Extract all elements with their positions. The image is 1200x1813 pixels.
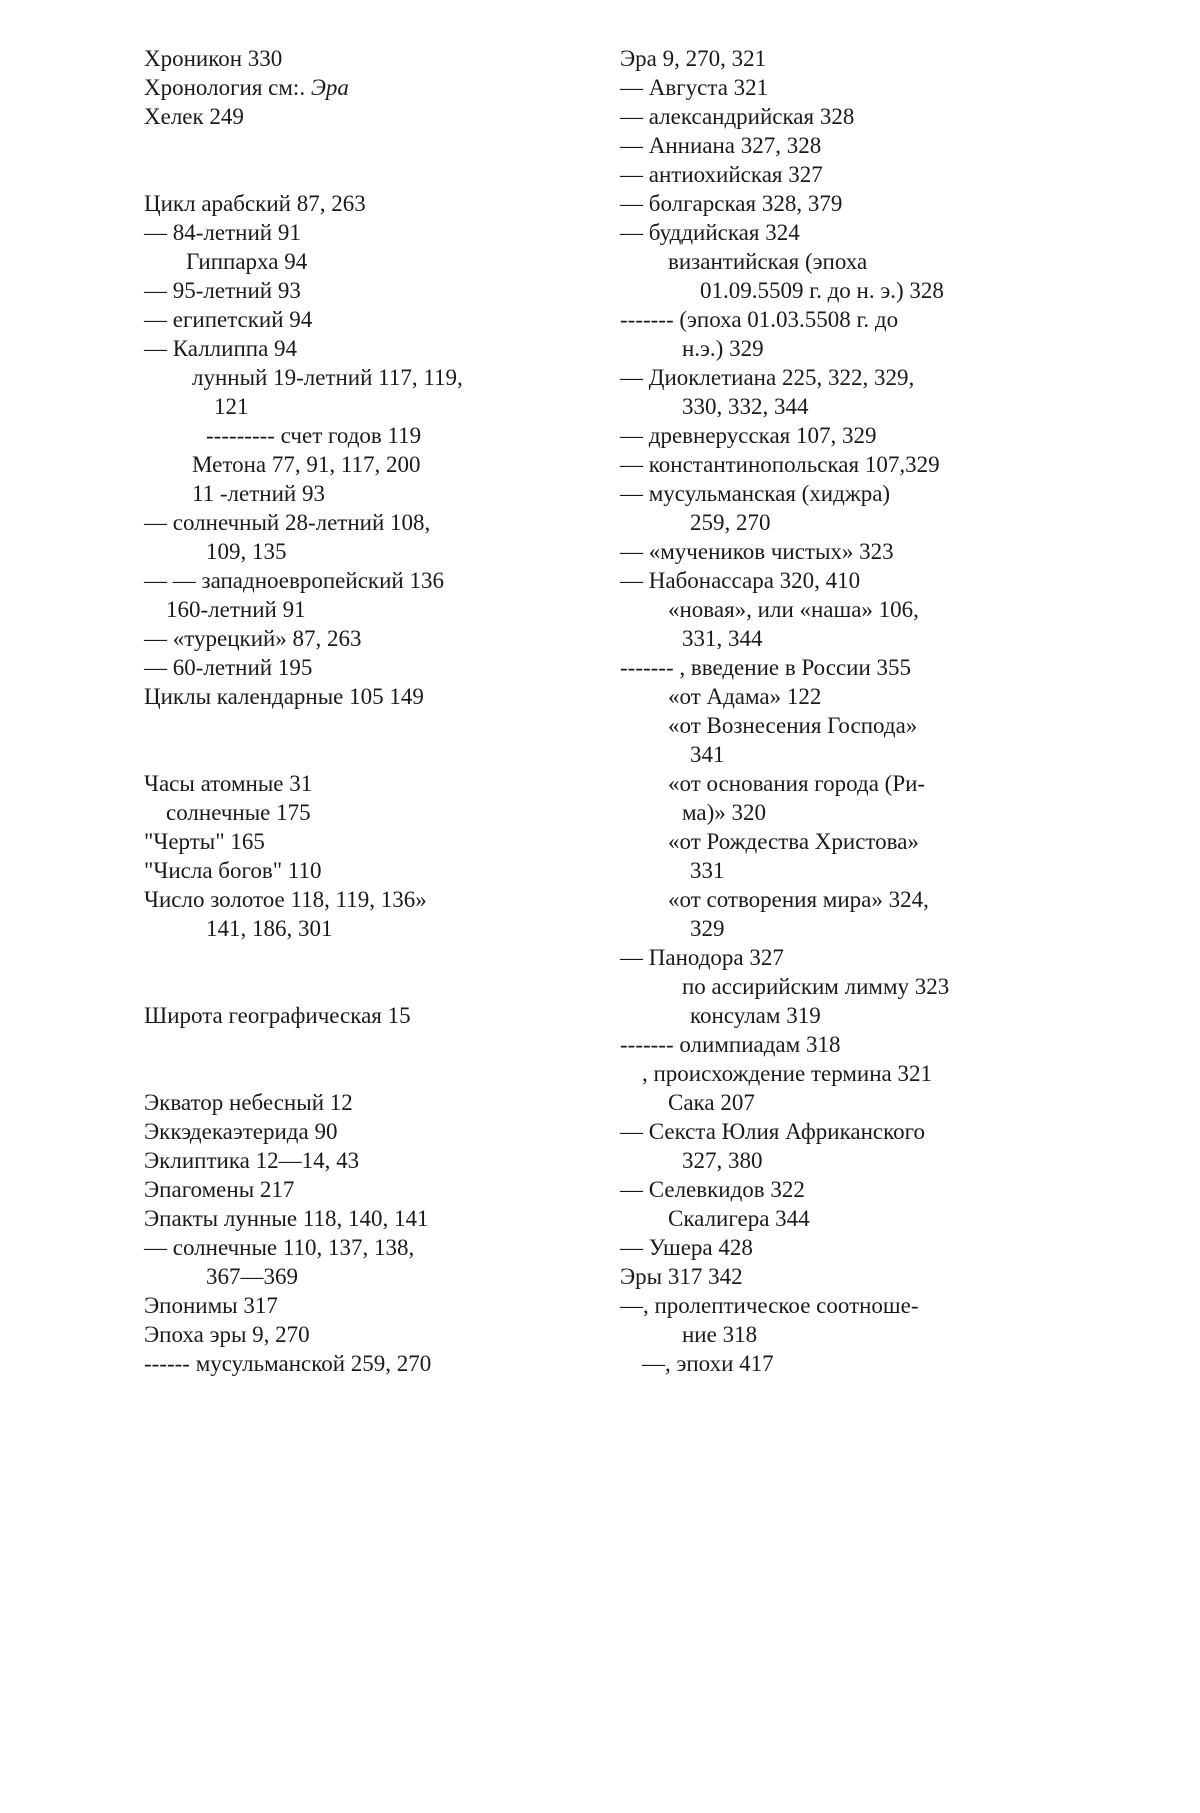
index-entry-text: 331, 344 xyxy=(682,626,763,651)
index-entry-text: — Набонассара 320, 410 xyxy=(620,568,861,593)
index-entry xyxy=(620,44,1090,73)
index-entry xyxy=(620,363,1090,392)
index-entry-text: Эпагомены 217 xyxy=(144,1177,295,1202)
index-entry-text: 121 xyxy=(214,394,249,419)
index-entry-text: 141, 186, 301 xyxy=(206,916,333,941)
index-entry-text: ------ мусульманской 259, 270 xyxy=(144,1351,432,1376)
index-entry-text: Цикл арабский 87, 263 xyxy=(144,191,366,216)
index-entry xyxy=(620,421,1090,450)
index-entry-text: по ассирийским лимму 323 xyxy=(682,974,950,999)
entry-gap xyxy=(144,972,564,1001)
index-entry-text: 341 xyxy=(690,742,725,767)
index-entry-text: — древнерусская 107, 329 xyxy=(620,423,877,448)
index-entry-text: — болгарская 328, 379 xyxy=(620,191,843,216)
index-entry-text: Эпоха эры 9, 270 xyxy=(144,1322,310,1347)
index-entry-text: Экватор небесный 12 xyxy=(144,1090,353,1115)
index-entry-text: Метона 77, 91, 117, 200 xyxy=(192,452,421,477)
index-entry-text: Часы атомные 31 xyxy=(144,771,313,796)
index-entry-text: — мусульманская (хиджра) xyxy=(620,481,891,506)
index-entry-text: Эра 9, 270, 321 xyxy=(620,46,767,71)
index-entry xyxy=(144,421,564,450)
index-entry xyxy=(620,131,1090,160)
index-entry-crossref: Эра xyxy=(310,75,349,100)
index-entry xyxy=(620,653,1090,682)
index-entry-text: —, пролептическое соотноше- xyxy=(620,1293,919,1318)
index-entry xyxy=(620,305,1090,334)
index-entry-text: «от Вознесения Господа» xyxy=(668,713,918,738)
index-entry xyxy=(144,1320,564,1349)
index-entry xyxy=(620,247,1090,276)
index-entry xyxy=(144,73,564,102)
index-entry xyxy=(620,1291,1090,1320)
index-entry-text: Эклиптика 12—14, 43 xyxy=(144,1148,360,1173)
index-entry xyxy=(620,1001,1090,1030)
index-entry xyxy=(144,363,564,392)
index-entry-text: — Августа 321 xyxy=(620,75,769,100)
index-entry-text: — Каллиппа 94 xyxy=(144,336,298,361)
index-entry xyxy=(620,798,1090,827)
index-entry xyxy=(144,1146,564,1175)
index-entry xyxy=(144,1175,564,1204)
index-entry-text: н.э.) 329 xyxy=(682,336,764,361)
index-entry xyxy=(144,885,564,914)
index-entry xyxy=(620,1146,1090,1175)
index-entry xyxy=(620,1059,1090,1088)
index-entry xyxy=(144,1233,564,1262)
index-entry-text: Циклы календарные 105 149 xyxy=(144,684,424,709)
index-entry xyxy=(144,1349,564,1378)
index-entry xyxy=(620,102,1090,131)
index-entry xyxy=(620,73,1090,102)
index-entry xyxy=(620,1262,1090,1291)
index-entry-text: Число золотое 118, 119, 136» xyxy=(144,887,427,912)
index-entry xyxy=(620,1233,1090,1262)
index-entry xyxy=(620,1117,1090,1146)
index-entry-text: византийская (эпоха xyxy=(668,249,868,274)
index-entry xyxy=(144,450,564,479)
index-entry xyxy=(144,682,564,711)
index-entry-text: Сака 207 xyxy=(668,1090,755,1115)
index-entry xyxy=(620,769,1090,798)
index-entry xyxy=(144,653,564,682)
index-entry-text: 01.09.5509 г. до н. э.) 328 xyxy=(700,278,944,303)
index-entry-text: Эпонимы 317 xyxy=(144,1293,278,1318)
index-entry xyxy=(144,44,564,73)
index-entry-text: Эккэдекаэтерида 90 xyxy=(144,1119,338,1144)
index-entry-text: «новая», или «наша» 106, xyxy=(668,597,919,622)
index-entry xyxy=(144,189,564,218)
index-entry-text: ------- (эпоха 01.03.5508 г. до xyxy=(620,307,899,332)
index-column-right xyxy=(620,44,1090,1378)
index-entry-text: — Секста Юлия Африканского xyxy=(620,1119,925,1144)
index-entry xyxy=(144,1291,564,1320)
index-entry-text: — Диоклетиана 225, 322, 329, xyxy=(620,365,915,390)
index-entry xyxy=(144,856,564,885)
entry-gap xyxy=(144,1059,564,1088)
index-entry-text: --------- счет годов 119 xyxy=(206,423,422,448)
index-entry-text: "Числа богов" 110 xyxy=(144,858,322,883)
index-entry-text: Хелек 249 xyxy=(144,104,244,129)
index-entry xyxy=(144,508,564,537)
index-entry xyxy=(620,1088,1090,1117)
index-entry-text: 329 xyxy=(690,916,725,941)
entry-gap xyxy=(144,1030,564,1059)
index-entry xyxy=(620,479,1090,508)
index-entry xyxy=(620,740,1090,769)
index-entry-text: — Ушера 428 xyxy=(620,1235,753,1260)
index-entry xyxy=(620,392,1090,421)
index-entry-text: — 60-летний 195 xyxy=(144,655,313,680)
index-entry xyxy=(620,595,1090,624)
index-entry xyxy=(144,102,564,131)
index-entry xyxy=(144,1088,564,1117)
entry-gap xyxy=(144,943,564,972)
index-entry xyxy=(620,1349,1090,1378)
index-entry-text: ------- , введение в России 355 xyxy=(620,655,912,680)
index-entry xyxy=(620,1030,1090,1059)
index-entry-text: — александрийская 328 xyxy=(620,104,855,129)
index-entry-text: «от сотворения мира» 324, xyxy=(668,887,929,912)
index-entry xyxy=(144,276,564,305)
index-entry-text: — солнечный 28-летний 108, xyxy=(144,510,431,535)
index-entry-text: ------- олимпиадам 318 xyxy=(620,1032,841,1057)
index-entry xyxy=(144,566,564,595)
index-entry xyxy=(144,247,564,276)
index-column-left xyxy=(144,44,564,1378)
index-entry-text: — антиохийская 327 xyxy=(620,162,823,187)
index-entry-text: «от Адама» 122 xyxy=(668,684,822,709)
index-entry-text: 259, 270 xyxy=(690,510,771,535)
index-entry xyxy=(144,537,564,566)
index-entry-text: 109, 135 xyxy=(206,539,287,564)
index-entry-text: Скалигера 344 xyxy=(668,1206,810,1231)
index-entry xyxy=(144,798,564,827)
entry-gap xyxy=(144,160,564,189)
index-entry xyxy=(620,1320,1090,1349)
index-entry xyxy=(620,711,1090,740)
index-entry xyxy=(620,537,1090,566)
index-entry-text: Хроникон 330 xyxy=(144,46,283,71)
index-entry xyxy=(620,914,1090,943)
index-entry-text: — «турецкий» 87, 263 xyxy=(144,626,362,651)
index-entry xyxy=(620,218,1090,247)
index-entry xyxy=(144,914,564,943)
index-entry-text: ние 318 xyxy=(682,1322,758,1347)
index-entry xyxy=(144,479,564,508)
index-entry xyxy=(620,566,1090,595)
index-entry xyxy=(620,682,1090,711)
index-entry-text: — 95-летний 93 xyxy=(144,278,301,303)
index-entry xyxy=(620,972,1090,1001)
entry-gap xyxy=(144,711,564,740)
index-entry xyxy=(620,885,1090,914)
index-entry-text: 327, 380 xyxy=(682,1148,763,1173)
index-entry-text: 11 -летний 93 xyxy=(192,481,325,506)
index-entry-text: — — западноевропейский 136 xyxy=(144,568,444,593)
index-entry-text: 160-летний 91 xyxy=(166,597,306,622)
index-entry xyxy=(144,305,564,334)
index-entry-text: — «мучеников чистых» 323 xyxy=(620,539,894,564)
entry-gap xyxy=(144,740,564,769)
index-entry-text: «от основания города (Ри- xyxy=(668,771,926,796)
index-entry-text: Хронология см:. xyxy=(144,75,311,100)
index-entry-text: Широта географическая 15 xyxy=(144,1003,411,1028)
index-entry xyxy=(620,160,1090,189)
index-entry-text: , происхождение термина 321 xyxy=(642,1061,932,1086)
index-entry xyxy=(620,827,1090,856)
index-entry-text: Эпакты лунные 118, 140, 141 xyxy=(144,1206,429,1231)
index-entry-text: — солнечные 110, 137, 138, xyxy=(144,1235,415,1260)
index-entry-text: — Панодора 327 xyxy=(620,945,784,970)
index-entry xyxy=(620,334,1090,363)
index-entry xyxy=(144,595,564,624)
index-entry xyxy=(620,1204,1090,1233)
index-entry-text: Гиппарха 94 xyxy=(186,249,308,274)
index-entry xyxy=(144,1262,564,1291)
index-entry xyxy=(620,276,1090,305)
index-entry xyxy=(144,218,564,247)
index-entry xyxy=(144,827,564,856)
index-entry xyxy=(144,392,564,421)
index-entry-text: "Черты" 165 xyxy=(144,829,265,854)
index-entry xyxy=(620,450,1090,479)
index-entry xyxy=(144,624,564,653)
index-entry xyxy=(144,334,564,363)
index-entry xyxy=(620,856,1090,885)
index-entry-text: 367—369 xyxy=(206,1264,298,1289)
index-entry-text: — 84-летний 91 xyxy=(144,220,301,245)
index-entry-text: лунный 19-летний 117, 119, xyxy=(192,365,463,390)
index-entry-text: — константинопольская 107,329 xyxy=(620,452,940,477)
index-entry-text: — буддийская 324 xyxy=(620,220,800,245)
index-entry-text: 331 xyxy=(690,858,725,883)
index-entry xyxy=(144,1204,564,1233)
entry-gap xyxy=(144,131,564,160)
index-entry-text: ма)» 320 xyxy=(682,800,767,825)
index-entry-text: — Анниана 327, 328 xyxy=(620,133,822,158)
index-entry xyxy=(144,769,564,798)
index-entry xyxy=(144,1117,564,1146)
index-entry xyxy=(144,1001,564,1030)
index-entry xyxy=(620,508,1090,537)
index-entry xyxy=(620,189,1090,218)
index-entry-text: 330, 332, 344 xyxy=(682,394,809,419)
index-entry xyxy=(620,943,1090,972)
index-entry xyxy=(620,624,1090,653)
index-entry-text: — Селевкидов 322 xyxy=(620,1177,805,1202)
index-entry-text: консулам 319 xyxy=(690,1003,821,1028)
index-entry-text: солнечные 175 xyxy=(166,800,311,825)
index-entry xyxy=(620,1175,1090,1204)
index-entry-text: Эры 317 342 xyxy=(620,1264,743,1289)
index-entry-text: «от Рождества Христова» xyxy=(668,829,919,854)
index-entry-text: —, эпохи 417 xyxy=(642,1351,774,1376)
index-entry-text: — египетский 94 xyxy=(144,307,313,332)
